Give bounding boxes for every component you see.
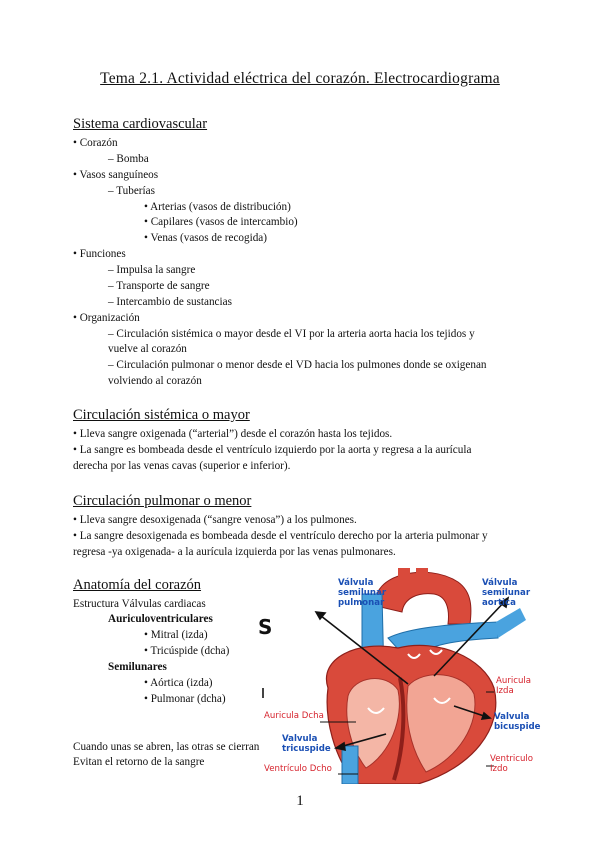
section-heading-circulacion-pulmonar: Circulación pulmonar o menor [73, 493, 252, 509]
list-item: • Corazón [73, 137, 118, 149]
paragraph-line: • Lleva sangre oxigenada (“arterial”) desde el corazón hasta los tejidos. [73, 428, 393, 440]
list-item: – Bomba [108, 153, 149, 165]
list-item: vuelve al corazón [108, 343, 187, 355]
label-auricula-dcha: Auricula Dcha [264, 711, 324, 721]
list-item: • Arterias (vasos de distribución) [144, 201, 291, 213]
list-item: • Aórtica (izda) [144, 677, 213, 689]
paragraph-line: regresa -ya oxigenada- a la aurícula izquierda por las venas pulmonares. [73, 546, 396, 558]
page-number: 1 [296, 793, 304, 809]
label-auricula-izda-2: Izda [496, 686, 514, 696]
paragraph-line: Cuando unas se abren, las otras se cierran [73, 741, 260, 753]
paragraph-line: Evitan el retorno de la sangre [73, 756, 205, 768]
list-item: • Capilares (vasos de intercambio) [144, 216, 298, 228]
label-valvula-tricuspide-1: Valvula [282, 734, 318, 744]
heart-diagram [258, 568, 558, 784]
label-valvula-semilunar-aortica-2: semilunar [482, 588, 531, 598]
list-item: – Transporte de sangre [108, 280, 210, 292]
label-ventriculo-izdo-2: Izdo [490, 764, 508, 774]
page-title: Tema 2.1. Actividad eléctrica del corazón. Electrocardiograma [100, 70, 500, 87]
paragraph-line: derecha por las venas cavas (superior e inferior). [73, 460, 291, 472]
list-item: • Venas (vasos de recogida) [144, 232, 268, 244]
list-item: volviendo al corazón [108, 375, 202, 387]
label-valvula-bicuspide-2: bicuspide [494, 722, 541, 732]
paragraph-line: • La sangre es bombeada desde el ventrículo izquierdo por la aorta y regresa a la aurícula [73, 444, 472, 456]
subheading-semilunares: Semilunares [108, 661, 167, 673]
label-valvula-semilunar-aortica-1: Válvula [482, 578, 518, 588]
paragraph-line: • Lleva sangre desoxigenada (“sangre venosa”) a los pulmones. [73, 514, 357, 526]
list-item: • Vasos sanguíneos [73, 169, 159, 181]
paragraph-line: Estructura Válvulas cardiacas [73, 598, 206, 610]
list-item: • Tricúspide (dcha) [144, 645, 230, 657]
label-valvula-semilunar-pulmonar-3: pulmonar [338, 598, 385, 608]
list-item: – Circulación sistémica o mayor desde el VI por la arteria aorta hacia los tejidos y [108, 328, 475, 340]
label-ventriculo-izdo-1: Ventriculo [490, 754, 534, 764]
label-valvula-semilunar-pulmonar-1: Válvula [338, 578, 374, 588]
label-auricula-izda-1: Auricula [496, 676, 532, 686]
paragraph-line: • La sangre desoxigenada es bombeada desde el ventrículo derecho por la arteria pulmonar y [73, 530, 488, 542]
list-item: • Organización [73, 312, 140, 324]
subheading-auriculoventriculares: Auriculoventriculares [108, 613, 213, 625]
list-item: • Pulmonar (dcha) [144, 693, 226, 705]
list-item: – Tuberías [108, 185, 155, 197]
label-ventriculo-dcho: Ventrículo Dcho [264, 764, 332, 774]
section-heading-sistema-cardiovascular: Sistema cardiovascular [73, 116, 208, 132]
list-item: • Mitral (izda) [144, 629, 208, 641]
label-valvula-tricuspide-2: tricuspide [282, 744, 331, 754]
list-item: – Intercambio de sustancias [108, 296, 232, 308]
section-heading-anatomia: Anatomía del corazón [73, 577, 202, 593]
label-valvula-semilunar-pulmonar-2: semilunar [338, 588, 387, 598]
label-valvula-bicuspide-1: Valvula [494, 712, 530, 722]
list-item: – Impulsa la sangre [108, 264, 196, 276]
section-heading-circulacion-sistemica: Circulación sistémica o mayor [73, 407, 250, 423]
list-item: • Funciones [73, 248, 126, 260]
label-valvula-semilunar-aortica-3: aortica [482, 598, 516, 608]
list-item: – Circulación pulmonar o menor desde el VD hacia los pulmones donde se oxigenan [108, 359, 487, 371]
partial-letter-fragment: S [258, 615, 273, 639]
